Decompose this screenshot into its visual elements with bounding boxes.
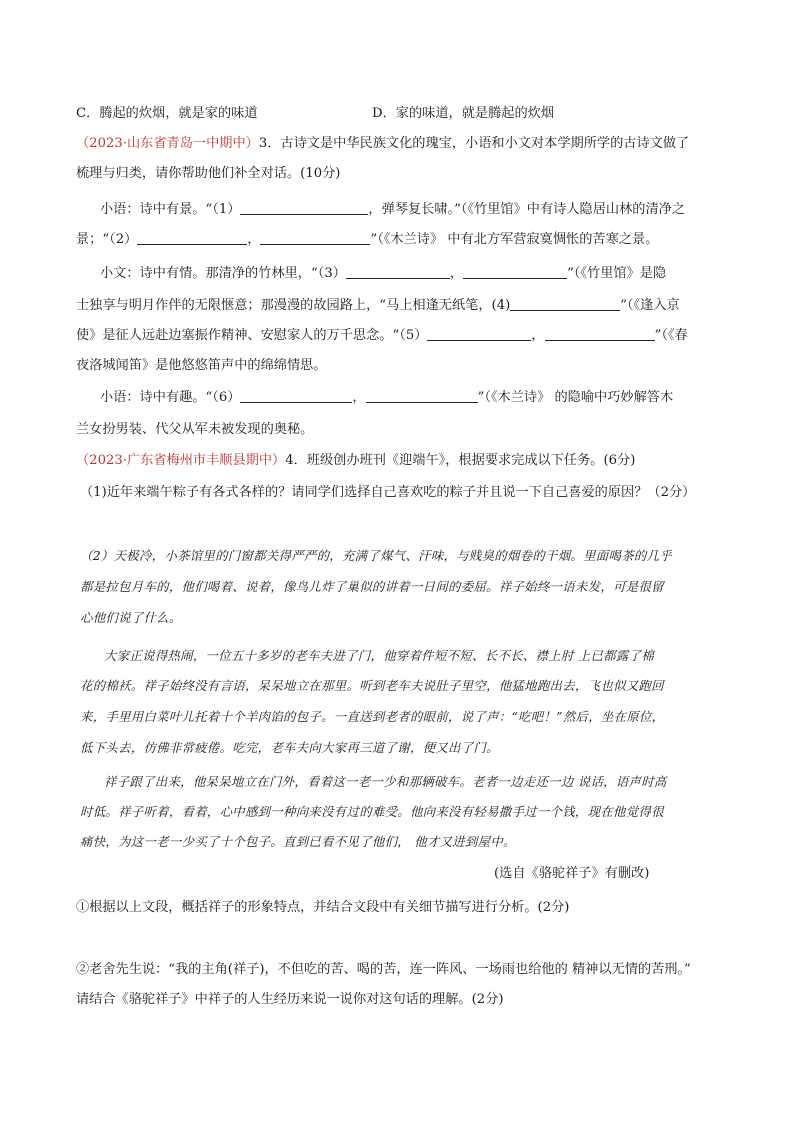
question-3-stem-cont: 梳理与归类，请你帮助他们补全对话。(10分) — [76, 166, 341, 181]
q3-text: ， — [449, 266, 464, 281]
q3-text: ， — [352, 390, 366, 405]
q3-text: ， — [247, 232, 261, 247]
q3-line-6: 夜洛城闻笛》是他悠悠笛声中的绵绵情思。 — [76, 358, 327, 373]
q3-line-7 — [100, 388, 673, 408]
answer-blank-3a[interactable] — [346, 264, 450, 279]
question-4-part-b-cont: 请结合《骆驼祥子》中祥子的人生经历来说一说你对这句话的理解。(2分) — [76, 992, 504, 1007]
question-4-source: （2023·广东省梅州市丰顺县期中） — [76, 453, 286, 468]
q3-text: 景；“（2） — [76, 232, 138, 247]
passage-line: （2）天极冷，小茶馆里的门窗都关得严严的，充满了煤气、汗味，与贱臭的烟卷的干烟。里面喝茶的几乎 — [80, 548, 672, 563]
passage-line: 大家正说得热闹，一位五十多岁的老车夫进了门，他穿着件短不短、长不长、襟上肘 上已都露了棉 — [104, 648, 654, 663]
q3-text: ”（《逢入京 — [620, 298, 680, 313]
question-4-sub1: （1)近年来端午粽子有各式各样的？请同学们选择自己喜欢吃的粽子并且说一下自己喜爱的原因？（2分） — [80, 485, 696, 500]
q3-text: ”（《竹里馆》是隐 — [567, 266, 667, 281]
answer-blank-5a[interactable] — [427, 326, 531, 341]
q3-text: ”（《木兰诗》 中有北方军营寂寞惆怅的苦寒之景。 — [370, 232, 659, 247]
q3-text: 小语：诗中有景。“（1） — [100, 202, 241, 217]
question-4-part-b: ②老舍先生说：“我的主角(祥子)，不但吃的苦、喝的苦，连一阵风、一场雨也给他的 精神以无情的苦刑。” — [76, 962, 691, 977]
q3-text: ，弹琴复长啸。”（《竹里馆》中有诗人隐居山林的清净之 — [368, 202, 686, 217]
passage-line: 痛快，为这一老一少买了十个包子。直到已看不见了他们， 他才又进到屋中。 — [80, 834, 516, 849]
answer-blank-2b[interactable] — [260, 230, 370, 245]
question-4-header — [76, 451, 635, 471]
q3-text: 小语：诗中有趣。“（6） — [100, 390, 241, 405]
option-d: D．家的味道，就是腾起的炊烟 — [372, 106, 555, 121]
answer-blank-3b[interactable] — [463, 264, 567, 279]
question-3-source: （2023·山东省青岛一中期中） — [76, 136, 259, 151]
passage-line: 时低。祥子听着，看着，心中感到一种向来没有过的难受。他向来没有轻易撒手过一个钱，现在他觉得很 — [80, 804, 664, 819]
passage-citation: (选自《骆驼祥子》有删改) — [494, 866, 650, 881]
q3-text: 小文：诗中有情。那清净的竹林里，“（3） — [100, 266, 346, 281]
question-4-stem: 4．班级创办班刊《迎端午》，根据要求完成以下任务。(6分) — [285, 453, 636, 468]
passage-line: 都是拉包月车的，他们喝着、说着，像鸟儿炸了巢似的讲着一日间的委屈。祥子始终一语未发，可是很留 — [80, 579, 664, 594]
answer-blank-6b[interactable] — [366, 388, 478, 403]
answer-blank-2a[interactable] — [137, 230, 247, 245]
q3-text: ， — [531, 328, 545, 343]
passage-line: 心他们说了什么。 — [80, 610, 182, 625]
q3-text: 士独享与明月作伴的无限惬意；那漫漫的故园路上，“马上相逢无纸笔，(4) — [76, 298, 511, 313]
q3-text: ”（《木兰诗》 的隐喻中巧妙解答木 — [477, 390, 674, 405]
passage-line: 祥子跟了出来，他呆呆地立在门外，看着这一老一少和那辆破车。老者一边走还一边 说话，语声时高 — [104, 774, 667, 789]
option-c: C．腾起的炊烟，就是家的味道 — [76, 106, 258, 121]
answer-blank-1[interactable] — [240, 200, 368, 215]
answer-blank-5b[interactable] — [545, 326, 655, 341]
q3-line-2 — [76, 230, 658, 250]
q3-line-8: 兰女扮男装、代父从军未被发现的奥秘。 — [76, 422, 314, 437]
q3-line-1 — [100, 200, 685, 220]
answer-blank-4[interactable] — [510, 296, 620, 311]
q3-text: ”（《春 — [654, 328, 688, 343]
question-3-stem: 3．古诗文是中华民族文化的瑰宝，小语和小文对本学期所学的古诗文做了 — [258, 136, 690, 151]
question-4-part-a: ①根据以上文段，概括祥子的形象特点，并结合文段中有关细节描写进行分析。(2分) — [76, 900, 570, 915]
passage-line: 低下头去，仿佛非常疲倦。吃完，老车夫向大家再三道了谢，便又出了门。 — [80, 740, 499, 755]
passage-line: 来，手里用白菜叶儿托着十个羊肉馅的包子。一直送到老者的眼前，说了声：“吃吧！”然后，坐在原位， — [80, 709, 665, 724]
q3-line-3 — [100, 264, 666, 284]
q3-line-4 — [76, 296, 680, 316]
answer-blank-6a[interactable] — [240, 388, 352, 403]
q3-text: 使》是征人远赴边塞振作精神、安慰家人的万千思念。“（5） — [76, 328, 428, 343]
question-3-header — [76, 134, 689, 154]
passage-line: 花的棉袄。祥子始终没有言语，呆呆地立在那里。听到老车夫说肚子里空，他猛地跑出去，飞也似又跑回 — [80, 678, 664, 693]
q3-line-5 — [76, 326, 688, 346]
